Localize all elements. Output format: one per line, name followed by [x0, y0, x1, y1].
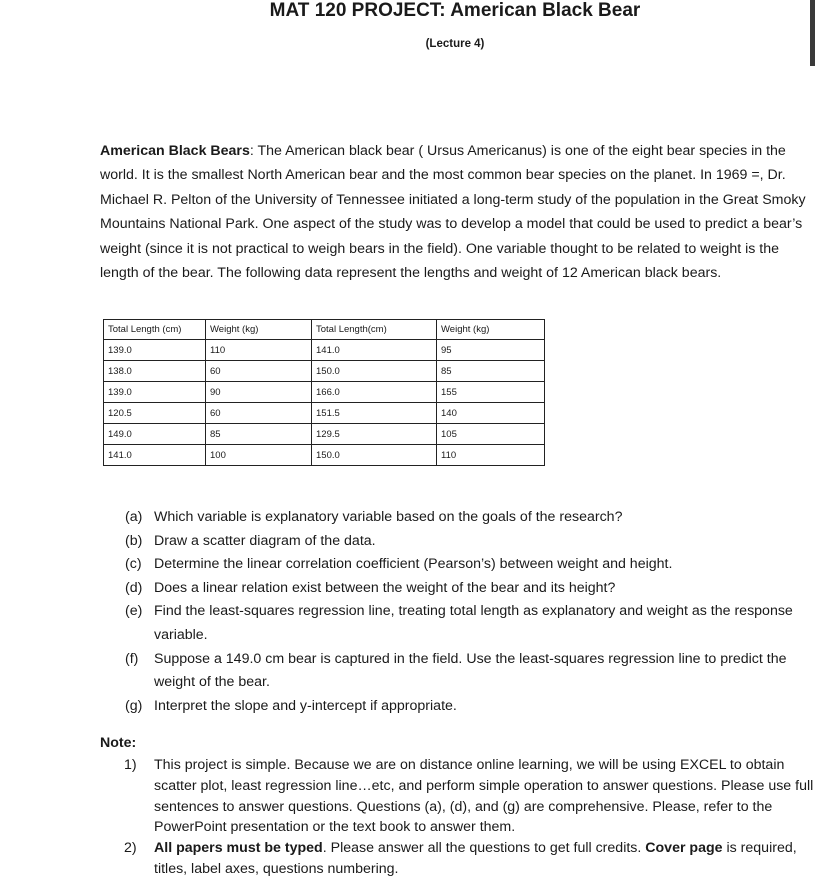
table-cell: 85: [206, 424, 312, 445]
table-cell: 151.5: [312, 403, 437, 424]
table-cell: 85: [437, 361, 545, 382]
table-cell: 110: [437, 445, 545, 466]
table-cell: 129.5: [312, 424, 437, 445]
question-label: (b): [125, 532, 143, 549]
table-header-cell: Total Length(cm): [312, 320, 437, 340]
note-heading: Note:: [100, 735, 137, 751]
question-text: Find the least-squares regression line, treating total length as explanatory and weight as the response variable.: [154, 603, 793, 643]
table-cell: 155: [437, 382, 545, 403]
table-cell: 105: [437, 424, 545, 445]
table-cell: 139.0: [104, 382, 206, 403]
table-cell: 110: [206, 340, 312, 361]
question-item: [125, 577, 815, 601]
question-text: Which variable is explanatory variable based on the goals of the research?: [154, 509, 623, 525]
table-cell: 149.0: [104, 424, 206, 445]
question-label: (d): [125, 579, 143, 596]
note-item: [124, 755, 814, 838]
table-cell: 60: [206, 361, 312, 382]
intro-paragraph: [100, 139, 812, 285]
question-text: Does a linear relation exist between the weight of the bear and its height?: [154, 579, 616, 596]
question-text: Suppose a 149.0 cm bear is captured in the field. Use the least-squares regression line to predict the weight of the bear.: [154, 650, 787, 691]
table-cell: 60: [206, 403, 312, 424]
table-cell: 95: [437, 340, 545, 361]
table-cell: 166.0: [312, 382, 437, 403]
question-text: Interpret the slope and y-intercept if appropriate.: [154, 697, 457, 714]
table-header-cell: Weight (kg): [437, 320, 545, 340]
note-item: [124, 838, 814, 880]
note-emphasis: Cover page: [645, 840, 723, 857]
question-list: [125, 506, 815, 718]
question-item: [125, 648, 815, 695]
question-label: (g): [125, 697, 143, 714]
table-row: [104, 445, 545, 466]
note-emphasis: All papers must be typed: [154, 840, 323, 857]
table-cell: 150.0: [312, 361, 437, 382]
note-text: [154, 838, 814, 880]
table-row: [104, 382, 545, 403]
note-list: [124, 755, 814, 880]
note-number: 2): [124, 840, 137, 857]
table-header-row: [104, 320, 545, 340]
page-title: MAT 120 PROJECT: American Black Bear: [269, 0, 641, 21]
question-label: (a): [125, 509, 143, 525]
question-label: (c): [125, 556, 142, 573]
question-item: [125, 695, 815, 719]
table-row: [104, 424, 545, 445]
table-header-cell: Weight (kg): [206, 320, 312, 340]
table-cell: 120.5: [104, 403, 206, 424]
question-text: Determine the linear correlation coefficient (Pearson’s) between weight and height.: [154, 556, 673, 573]
table-cell: 141.0: [104, 445, 206, 466]
question-item: [125, 600, 815, 647]
question-item: [125, 553, 815, 577]
note-number: 1): [124, 757, 137, 773]
table-cell: 141.0: [312, 340, 437, 361]
note-text-part: . Please answer all the questions to get full credits.: [322, 840, 646, 857]
table-cell: 140: [437, 403, 545, 424]
question-label: (f): [125, 650, 139, 667]
intro-lead: American Black Bears: [100, 143, 250, 159]
question-text: Draw a scatter diagram of the data.: [154, 532, 376, 549]
table-row: [104, 361, 545, 382]
question-item: [125, 530, 815, 554]
bear-data-table: [103, 319, 545, 466]
intro-text: : The American black bear ( Ursus Americanus) is one of the eight bear species in the world. It is the smallest North American bear and the most common bear species on the planet. In 1969 =, Dr. Michael R. Pelton of the University of Tennessee initiated a long-term study of the population in the Great Smoky Mountains National Park. One aspect of the study was to develop a model that could be used to predict a bear’s weight (since it is not practical to weigh bears in the field). One variable thought to be related to weight is the length of the bear. The following data represent the lengths and weight of 12 American black bears.: [100, 143, 806, 282]
note-text-part: is required, titles, label axes, questions numbering.: [154, 840, 797, 877]
table-cell: 90: [206, 382, 312, 403]
question-label: (e): [125, 603, 143, 620]
table-row: [104, 340, 545, 361]
table-cell: 139.0: [104, 340, 206, 361]
note-text: This project is simple. Because we are on distance online learning, we will be using EXCEL to obtain scatter plot, least regression line…etc, and perform simple operation to answer questions. Please use full sentences to answer questions. Questions (a), (d), and (g) are comprehensive. Please, refer to the PowerPoint presentation or the text book to answer them.: [154, 757, 814, 836]
table-cell: 150.0: [312, 445, 437, 466]
lecture-subtitle: (Lecture 4): [425, 38, 485, 50]
table-header-cell: Total Length (cm): [104, 320, 206, 340]
table-cell: 100: [206, 445, 312, 466]
question-item: [125, 506, 815, 530]
table-row: [104, 403, 545, 424]
table-cell: 138.0: [104, 361, 206, 382]
